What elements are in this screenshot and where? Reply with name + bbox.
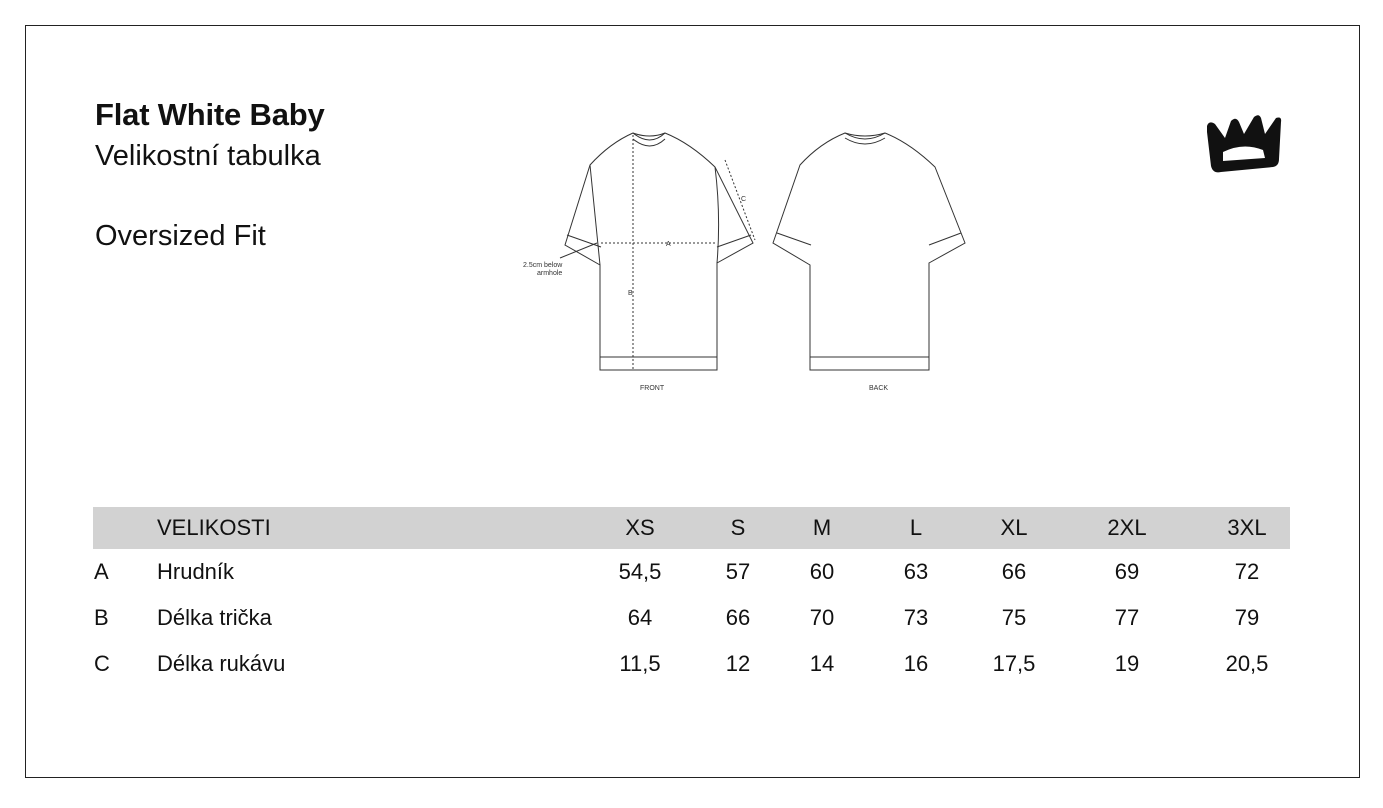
table-cell: 16 [903, 651, 929, 676]
table-cell: 72 [1234, 559, 1260, 584]
table-cell: 17,5 [992, 651, 1036, 676]
size-table [93, 507, 1290, 687]
fit-label: Oversized Fit [95, 220, 266, 252]
back-label: BACK [869, 385, 889, 392]
table-row [93, 549, 1290, 595]
table-cell: 54,5 [618, 559, 662, 584]
table-cell: 19 [1114, 651, 1140, 676]
row-letter: A [94, 559, 109, 584]
note-line-1: 2.5cm below [523, 262, 563, 269]
table-cell: 66 [1001, 559, 1027, 584]
table-cell: 69 [1114, 559, 1140, 584]
table-cell: 73 [903, 605, 929, 630]
row-letter: B [94, 605, 109, 630]
table-cell: 66 [725, 605, 751, 630]
row-label: Délka trička [157, 605, 272, 630]
table-row [93, 595, 1290, 641]
size-header: 3XL [1227, 515, 1267, 540]
size-table-header [93, 507, 1290, 549]
tshirt-diagram [515, 125, 975, 400]
measure-line-c [725, 160, 755, 240]
header-label: VELIKOSTI [157, 515, 271, 540]
table-cell: 64 [627, 605, 653, 630]
size-header: S [730, 515, 746, 540]
table-cell: 63 [903, 559, 929, 584]
table-cell: 20,5 [1225, 651, 1269, 676]
page-subtitle: Velikostní tabulka [95, 140, 321, 172]
table-cell: 57 [725, 559, 751, 584]
size-header: M [812, 515, 832, 540]
table-cell: 60 [809, 559, 835, 584]
brand-title: Flat White Baby [95, 97, 325, 132]
table-cell: 79 [1234, 605, 1260, 630]
size-header: L [909, 515, 923, 540]
size-header: XL [1000, 515, 1028, 540]
table-cell: 11,5 [619, 651, 661, 676]
size-header: 2XL [1107, 515, 1147, 540]
front-sleeve-cuff [567, 235, 751, 247]
label-c: C [741, 196, 747, 203]
table-cell: 75 [1001, 605, 1027, 630]
note-line-2: armhole [537, 270, 563, 277]
front-label: FRONT [640, 385, 665, 392]
table-cell: 12 [725, 651, 751, 676]
back-shirt-outline [773, 133, 965, 370]
front-shirt-outline [565, 133, 753, 370]
table-cell: 14 [809, 651, 835, 676]
row-letter: C [94, 651, 110, 676]
table-cell: 70 [809, 605, 835, 630]
label-b: B [628, 290, 633, 297]
table-cell: 77 [1114, 605, 1140, 630]
row-label: Délka rukávu [157, 651, 286, 676]
size-header: XS [625, 515, 655, 540]
table-row [93, 641, 1290, 687]
crown-icon [1203, 112, 1283, 180]
row-label: Hrudník [157, 559, 235, 584]
label-a: A [666, 241, 671, 248]
